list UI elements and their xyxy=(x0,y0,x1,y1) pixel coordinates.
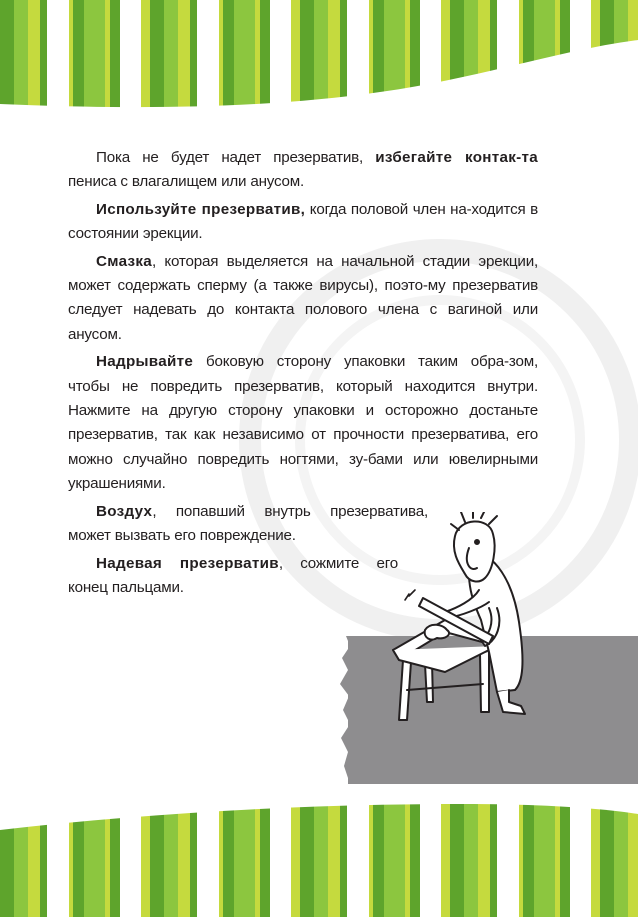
stripe xyxy=(223,800,234,917)
stripe xyxy=(0,800,14,917)
stripe xyxy=(314,0,323,112)
stripe xyxy=(69,800,73,917)
stripe xyxy=(369,800,373,917)
stripe xyxy=(105,0,110,112)
paragraph-tear-package xyxy=(68,350,538,496)
stripe xyxy=(328,0,340,112)
stripe xyxy=(173,0,178,112)
stripe xyxy=(270,0,285,112)
stripe xyxy=(23,0,28,112)
stripe xyxy=(14,0,23,112)
stripe xyxy=(405,0,410,112)
stripe xyxy=(435,0,441,112)
stripe xyxy=(628,0,638,112)
stripe xyxy=(591,0,600,112)
stripe xyxy=(519,800,523,917)
stripe xyxy=(164,800,173,917)
stripe xyxy=(242,800,255,917)
stripe xyxy=(255,0,260,112)
bold-phrase: избегайте контак-та xyxy=(375,149,538,166)
stripe xyxy=(234,800,242,917)
stripe xyxy=(150,800,164,917)
stripe xyxy=(197,800,213,917)
bottom-stripe-banner xyxy=(0,800,638,917)
stripe xyxy=(28,800,40,917)
stripe xyxy=(384,800,392,917)
stripe xyxy=(513,800,519,917)
stripe xyxy=(285,0,291,112)
stripe xyxy=(219,800,223,917)
stripe xyxy=(110,800,120,917)
stripe xyxy=(542,0,555,112)
stripe xyxy=(14,800,23,917)
stripe xyxy=(47,0,63,112)
stripe xyxy=(614,0,623,112)
bold-phrase: Используйте презерватив, xyxy=(96,200,306,218)
stripe xyxy=(270,800,285,917)
stripe xyxy=(490,0,497,112)
stripe xyxy=(69,0,73,112)
stripe xyxy=(363,0,369,112)
stripe xyxy=(213,0,219,112)
grey-band-rough-edge xyxy=(338,636,358,784)
stripe xyxy=(164,0,173,112)
stripe xyxy=(420,800,435,917)
stripe xyxy=(141,800,150,917)
stripe xyxy=(384,0,392,112)
top-stripe-banner xyxy=(0,0,638,112)
stripe xyxy=(328,800,340,917)
stripe xyxy=(373,0,384,112)
stripe xyxy=(450,0,464,112)
stripe xyxy=(600,0,614,112)
stripe xyxy=(392,0,405,112)
paragraph-air xyxy=(68,500,428,549)
stripe xyxy=(369,0,373,112)
stripe xyxy=(519,0,523,112)
text-run: , сожмите его конец пальцами. xyxy=(68,554,399,596)
stripe xyxy=(23,800,28,917)
stripe xyxy=(435,800,441,917)
stripe xyxy=(473,800,478,917)
text-run: , попавший внутрь презерватива, может вызвать его повреждение. xyxy=(68,502,428,545)
stripe xyxy=(40,800,47,917)
stripe xyxy=(0,0,14,112)
stripe xyxy=(63,0,69,112)
stripe xyxy=(614,800,623,917)
stripe xyxy=(523,0,534,112)
stripe xyxy=(291,800,300,917)
stripe xyxy=(190,800,197,917)
stripe xyxy=(28,0,40,112)
stripe xyxy=(497,0,513,112)
text-run: , которая выделяется на начальной стадии эрекции, может содержать сперму (а также вирусы), поэто-му презерватив следует надевать до контакта полового члена с вагиной или анусом. xyxy=(68,252,538,343)
stripe xyxy=(555,0,560,112)
stripe xyxy=(340,0,347,112)
stripe xyxy=(47,800,63,917)
stripe xyxy=(478,800,490,917)
stripe xyxy=(591,800,600,917)
stripe xyxy=(255,800,260,917)
stripe xyxy=(223,0,234,112)
text-run: пениса с влагалищем или анусом. xyxy=(68,173,305,191)
bold-phrase: Надрывайте xyxy=(96,353,194,371)
stripe xyxy=(84,0,92,112)
stripe xyxy=(300,0,314,112)
stripe xyxy=(323,0,328,112)
stripe xyxy=(628,800,638,917)
stripe xyxy=(534,800,542,917)
paragraph-avoid-contact xyxy=(68,146,538,195)
stripe xyxy=(173,800,178,917)
stripe xyxy=(410,0,420,112)
stripe xyxy=(84,800,92,917)
stripe xyxy=(441,0,450,112)
stripe xyxy=(363,800,369,917)
stripe xyxy=(291,0,300,112)
stripe xyxy=(392,800,405,917)
stripe xyxy=(478,0,490,112)
stripe xyxy=(242,0,255,112)
text-run: боковую сторону упаковки таким обра-зом, чтобы не повредить презерватив, который находится внутри. Нажмите на другую сторону упаковки и осторожно достаньте презерватив, так как независимо от прочности презерватива, его можно случайно повредить ногтями, зу-бами или ювелирными украшениями. xyxy=(68,353,538,493)
paragraph-putting-on xyxy=(68,552,398,601)
stripe xyxy=(534,0,542,112)
stripe xyxy=(40,0,47,112)
stripe xyxy=(300,800,314,917)
stripe xyxy=(585,0,591,112)
bold-phrase: Воздух xyxy=(96,502,153,520)
stripe xyxy=(110,0,120,112)
stripe xyxy=(120,800,135,917)
stripe xyxy=(347,0,363,112)
stripe xyxy=(178,800,190,917)
stripe xyxy=(585,800,591,917)
stripe xyxy=(542,800,555,917)
stripe xyxy=(340,800,347,917)
stripe xyxy=(135,800,141,917)
stripe xyxy=(410,800,420,917)
stripe xyxy=(234,0,242,112)
stripe xyxy=(190,0,197,112)
stripe xyxy=(570,0,585,112)
stripe xyxy=(623,800,628,917)
stripe xyxy=(260,0,270,112)
main-text xyxy=(68,146,538,603)
stripe xyxy=(464,0,473,112)
stripe xyxy=(73,0,84,112)
stripe xyxy=(560,800,570,917)
stripe xyxy=(441,800,450,917)
stripe xyxy=(150,0,164,112)
top-stripe-art xyxy=(0,0,638,112)
stripe xyxy=(347,800,363,917)
stripe xyxy=(92,0,105,112)
stripe xyxy=(197,0,213,112)
paragraph-lubricant xyxy=(68,250,538,348)
bottom-stripe-art xyxy=(0,800,638,917)
stripe xyxy=(497,800,513,917)
stripe xyxy=(92,800,105,917)
bold-phrase: Надевая презерватив xyxy=(96,554,279,572)
text-run: Пока не будет надет презерватив, xyxy=(96,149,376,166)
stripe xyxy=(513,0,519,112)
stripe xyxy=(490,800,497,917)
stripe xyxy=(555,800,560,917)
stripe xyxy=(63,800,69,917)
stripe xyxy=(260,800,270,917)
stripe xyxy=(73,800,84,917)
stripe xyxy=(405,800,410,917)
text-run: когда половой член на-ходится в состоянии эрекции. xyxy=(68,200,539,243)
stripe xyxy=(600,800,614,917)
stripe xyxy=(323,800,328,917)
stripe xyxy=(570,800,585,917)
stripe xyxy=(178,0,190,112)
stripe xyxy=(314,800,323,917)
stripe xyxy=(120,0,135,112)
stripe xyxy=(450,800,464,917)
stripe xyxy=(373,800,384,917)
stripe xyxy=(135,0,141,112)
stripe xyxy=(213,800,219,917)
stripe xyxy=(473,0,478,112)
stripe xyxy=(420,0,435,112)
stripe xyxy=(219,0,223,112)
stripe xyxy=(623,0,628,112)
stripe xyxy=(464,800,473,917)
stripe xyxy=(523,800,534,917)
stripe xyxy=(141,0,150,112)
stripe xyxy=(285,800,291,917)
stripe xyxy=(105,800,110,917)
bold-phrase: Смазка xyxy=(96,252,153,270)
paragraph-use-condom xyxy=(68,198,538,247)
stripe xyxy=(560,0,570,112)
